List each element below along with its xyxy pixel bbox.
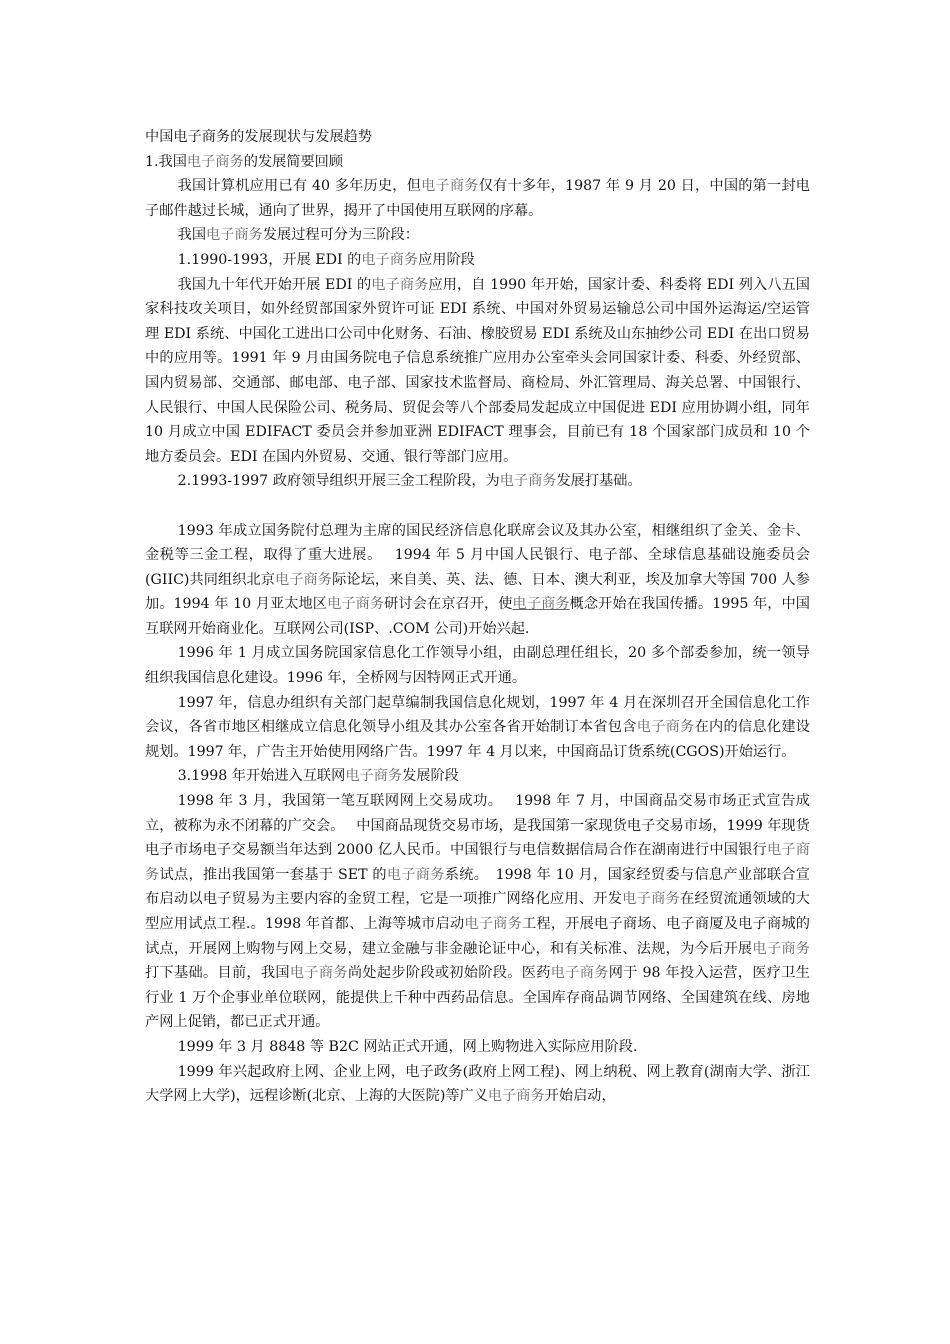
ecommerce-link[interactable]: 电子商务 <box>327 596 385 613</box>
text-run: 的发展简要回顾 <box>243 153 344 170</box>
text-run: 仅有十多年，1987 年 9 月 20 日，中国的第一封电子邮件越过长城，通向了世界，揭开了中国使用互联网的序幕。 <box>145 178 810 219</box>
text-run: 我国计算机应用已有 40 多年历史，但 <box>177 178 422 195</box>
ecommerce-link[interactable]: 电子商务 <box>206 227 263 244</box>
text-run: 我国九十年代开始开展 EDI 的 <box>177 276 372 293</box>
paragraph <box>145 641 810 690</box>
text-run: 1998 年 3 月，我国第一笔互联网网上交易成功。 1998 年 7 月，中国商品交易市场正式宣告成立，被称为永不闭幕的广交会。 中国商品现货交易市场，是我国第一家现货电子交易市场，1999 年现货电子市场电子交易额当年达到 2000 亿人民币。中国银行与电信数据信局合作在湖南进行中国银行 <box>145 793 810 859</box>
ecommerce-link[interactable]: 电子商务 <box>512 596 570 613</box>
document-body <box>145 125 810 1109</box>
text-run: 发展打基础。 <box>556 473 642 490</box>
text-run: 在经贸流通领域的大型应用试点工程.。1998 年首都、上海等城市启动 <box>145 891 810 932</box>
paragraph <box>145 248 810 273</box>
text-run: 尚处起步阶段或初始阶段。医药 <box>347 965 551 982</box>
ecommerce-link[interactable]: 电子商务 <box>371 276 429 293</box>
text-run: 在内的信息化建设规划。1997 年，广告主开始使用网络广告。1997 年 4 月以来，中国商品订货系统(CGOS)开始运行。 <box>145 719 810 760</box>
text-run: 试点，推出我国第一套基于 SET 的 <box>159 866 387 883</box>
ecommerce-link[interactable]: 电子商务 <box>622 891 681 908</box>
paragraph-gap <box>145 494 810 519</box>
paragraph <box>145 150 810 175</box>
ecommerce-link[interactable]: 电子商务 <box>550 965 609 982</box>
text-run: 1.1990-1993，开展 EDI 的 <box>177 251 362 268</box>
ecommerce-link[interactable]: 电子商务 <box>275 571 333 588</box>
text-run: 工程，开展电子商场、电子商厦及电子商城的试点，开展网上购物与网上交易，建立金融与非金融论证中心，和有关标准、法规，为今后开展 <box>145 916 810 957</box>
ecommerce-link[interactable]: 电子商务 <box>386 866 445 883</box>
text-run: 2.1993-1997 政府领导组织开展三金工程阶段，为 <box>177 473 500 490</box>
ecommerce-link[interactable]: 电子商务 <box>636 719 695 736</box>
ecommerce-link[interactable]: 电子商务 <box>145 842 810 883</box>
text-run: 发展过程可分为三阶段： <box>262 227 419 244</box>
ecommerce-link[interactable]: 电子商务 <box>345 768 403 785</box>
text-run: 发展阶段 <box>402 768 459 785</box>
ecommerce-link[interactable]: 电子商务 <box>499 473 557 490</box>
ecommerce-link[interactable]: 电子商务 <box>464 916 522 932</box>
text-run: 1996 年 1 月成立国务院国家信息化工作领导小组，由副总理任组长，20 多个部委参加，统一领导组织我国信息化建设。1996 年，全桥网与因特网正式开通。 <box>145 645 810 687</box>
text-run: 3.1998 年开始进入互联网 <box>177 768 346 785</box>
ecommerce-link[interactable]: 电子商务 <box>487 1088 545 1105</box>
text-run: 研讨会在京召开，使 <box>384 596 513 613</box>
text-run: 应用阶段 <box>418 251 475 268</box>
paragraph <box>145 469 810 494</box>
text-run: 际论坛，来自美、英、法、德、日本、澳大利亚，埃及加拿大等国 700 人参加。1994 年 10 月亚太地区 <box>145 571 810 613</box>
text-run: 应用，自 1990 年开始，国家计委、科委将 EDI 列入八五国家科技攻关项目，如外经贸部国家外贸许可证 EDI 系统、中国对外贸易运输总公司中国外运海运/空运管理 EDI 系统、中国化工进出口公司中化财务、石油、橡胶贸易 EDI 系统及山东抽纱公司 EDI 在出口贸易中的应用等。1991 年 9 月由国务院电子信息系统推广应用办公室牵头会同国家计委、科委、外经贸部、国内贸易部、交通部、邮电部、电子部、国家技术监督局、商检局、外汇管理局、海关总署、中国银行、人民银行、中国人民保险公司、税务局、贸促会等八个部委局发起成立中国促进 EDI 应用协调小组，同年 10 月成立中国 EDIFACT 委员会并参加亚洲 EDIFACT 理事会，目前已有 18 个国家部门成员和 10 个地方委员会。EDI 在国内外贸易、交通、银行等部门应用。 <box>145 276 810 465</box>
ecommerce-link[interactable]: 电子商务 <box>186 153 244 170</box>
text-run: 1999 年兴起政府上网、企业上网，电子政务(政府上网工程)、网上纳税、网上教育(湖南大学、浙江大学网上大学)，远程诊断(北京、上海的大医院)等广义 <box>145 1063 810 1105</box>
paragraph <box>145 223 810 248</box>
paragraph <box>145 1060 810 1109</box>
paragraph <box>145 764 810 789</box>
text-run: 打下基础。目前，我国 <box>145 965 290 982</box>
text-run: 1997 年，信息办组织有关部门起草编制我国信息化规划，1997 年 4 月在深圳召开全国信息化工作会议，各省市地区相继成立信息化领导小组及其办公室各省开始制订本省包含 <box>145 694 810 736</box>
ecommerce-link[interactable]: 电子商务 <box>752 940 810 957</box>
paragraph <box>145 1035 810 1060</box>
text-run: 网于 98 年投入运营，医疗卫生行业 1 万个企事业单位联网，能提供上千种中西药品信息。全国库存商品调节网络、全国建筑在线、房地产网上促销，都已正式开通。 <box>145 965 810 1031</box>
text-run: 1.我国 <box>145 153 187 170</box>
document-title: 中国电子商务的发展现状与发展趋势 <box>145 129 373 145</box>
paragraph <box>145 789 810 1035</box>
paragraph <box>145 519 810 642</box>
text-run: 开始启动， <box>544 1088 616 1105</box>
text-run: 概念开始在我国传播。1995 年，中国互联网开始商业化。互联网公司(ISP、.COM 公司)开始兴起. <box>145 596 810 637</box>
text-run: 1993 年成立国务院付总理为主席的国民经济信息化联席会议及其办公室，相继组织了金关、金卡、金税等三金工程，取得了重大进展。 1994 年 5 月中国人民银行、电子部、全球信息基础设施委员会(GIIC)共同组织北京 <box>145 522 810 588</box>
ecommerce-link[interactable]: 电子商务 <box>289 965 348 982</box>
text-run: 1999 年 3 月 8848 等 B2C 网站正式开通，网上购物进入实际应用阶段. <box>177 1038 638 1055</box>
paragraph <box>145 691 810 765</box>
document-paragraphs <box>145 150 810 1109</box>
paragraph <box>145 273 810 470</box>
text-run: 我国 <box>177 227 207 244</box>
text-run: 系统。 1998 年 10 月，国家经贸委与信息产业部联合宣布启动以电子贸易为主要内容的金贸工程，它是一项推广网络化应用、开发 <box>145 866 810 908</box>
paragraph <box>145 174 810 223</box>
ecommerce-link[interactable]: 电子商务 <box>361 251 419 268</box>
ecommerce-link[interactable]: 电子商务 <box>421 178 479 195</box>
